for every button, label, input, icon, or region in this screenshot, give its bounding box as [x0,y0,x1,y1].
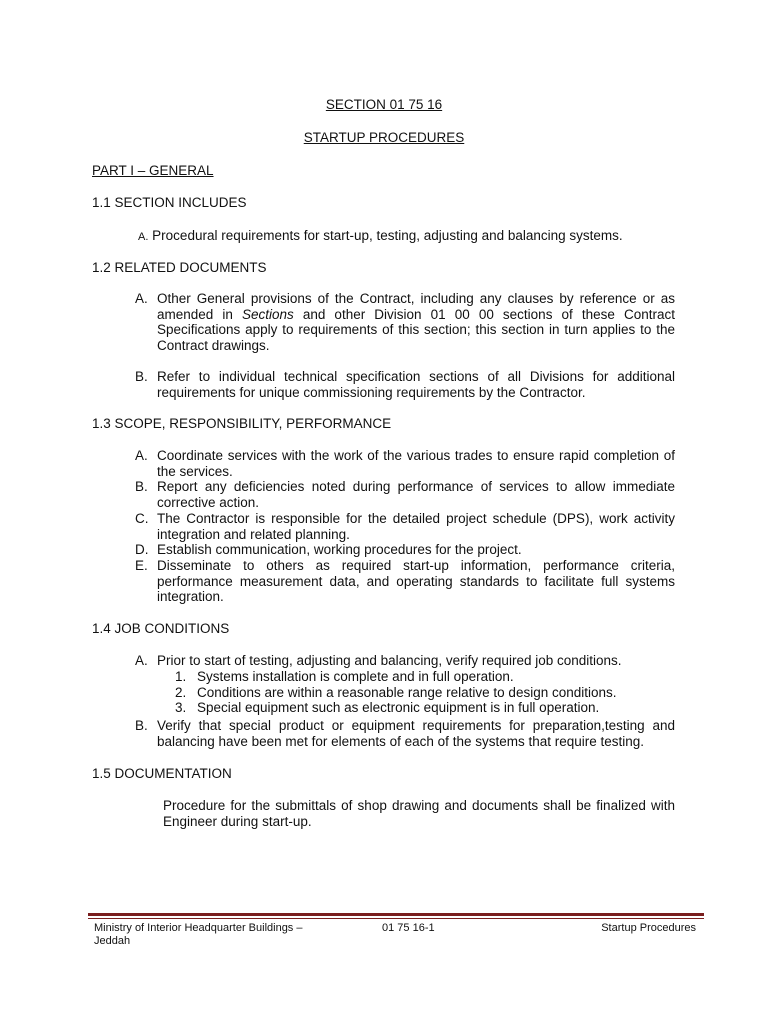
item-text: Coordinate services with the work of the various trades to ensure rapid completion of the services. [157,448,675,479]
heading-1-1: 1.1 SECTION INCLUDES [92,195,247,210]
item-label: B. [135,718,148,733]
subitem-text: Conditions are within a reasonable range relative to design conditions. [197,684,617,700]
item-label: B. [135,479,148,494]
item-text: Report any deficiencies noted during performance of services to allow immediate corrective action. [157,479,675,510]
item-1-1-a [138,228,623,246]
subitem-label: 3. [175,700,187,716]
footer-rule-thin [88,918,704,919]
part-title: PART I – GENERAL [92,163,214,178]
subitem-text: Special equipment such as electronic equipment is in full operation. [197,700,600,716]
footer-rule [88,913,704,916]
section-number: SECTION 01 75 16 [325,97,443,112]
item-text: Procedural requirements for start-up, testing, adjusting and balancing systems. [152,228,623,243]
item-label: A. [135,653,148,668]
list-item [175,700,675,716]
footer-page-number: 01 75 16-1 [382,922,435,934]
heading-1-3: 1.3 SCOPE, RESPONSIBILITY, PERFORMANCE [92,416,392,431]
section-title: STARTUP PROCEDURES [303,130,465,145]
item-text: Verify that special product or equipment requirements for preparation,testing and balancing have been met for elements of each of the systems that require testing. [157,718,675,749]
item-text: Other General provisions of the Contract, including any clauses by reference or as amended in Sections and other Division 01 00 00 sections of these Contract Specifications apply to requirements of this section; this section in turn applies to the Contract drawings. [157,291,675,353]
sublist-1-4-a [175,669,675,716]
item-text: Refer to individual technical specification sections of all Divisions for additional requirements for unique commissioning requirements by the Contractor. [157,369,675,400]
heading-1-4: 1.4 JOB CONDITIONS [92,621,230,636]
item-1-2-b [135,369,675,401]
list-item [175,685,675,701]
subitem-text: Systems installation is complete and in full operation. [197,669,514,684]
item-1-2-a [135,291,675,355]
heading-1-5: 1.5 DOCUMENTATION [92,766,232,781]
item-label: A. [135,291,148,306]
item-label: D. [135,542,149,557]
item-text: Establish communication, working procedures for the project. [157,542,522,557]
item-label: A. [138,231,149,243]
heading-1-2: 1.2 RELATED DOCUMENTS [92,260,267,275]
item-label: E. [135,558,148,573]
subitem-label: 1. [175,669,187,684]
list-item [175,669,675,685]
item-text: Prior to start of testing, adjusting and balancing, verify required job conditions. [157,653,622,668]
footer-right: Startup Procedures [601,922,696,934]
item-label: C. [135,511,149,526]
item-label: A. [135,448,148,463]
footer-left: Ministry of Interior Headquarter Buildings – Jeddah [94,922,303,947]
item-label: B. [135,369,148,384]
item-text: The Contractor is responsible for the detailed project schedule (DPS), work activity integration and related planning. [157,511,675,542]
item-text: Disseminate to others as required start-up information, performance criteria, performance measurement data, and operating standards to facilitate full systems integration. [157,558,675,605]
documentation-text: Procedure for the submittals of shop drawing and documents shall be finalized with Engineer during start-up. [163,798,675,829]
subitem-label: 2. [175,684,187,700]
